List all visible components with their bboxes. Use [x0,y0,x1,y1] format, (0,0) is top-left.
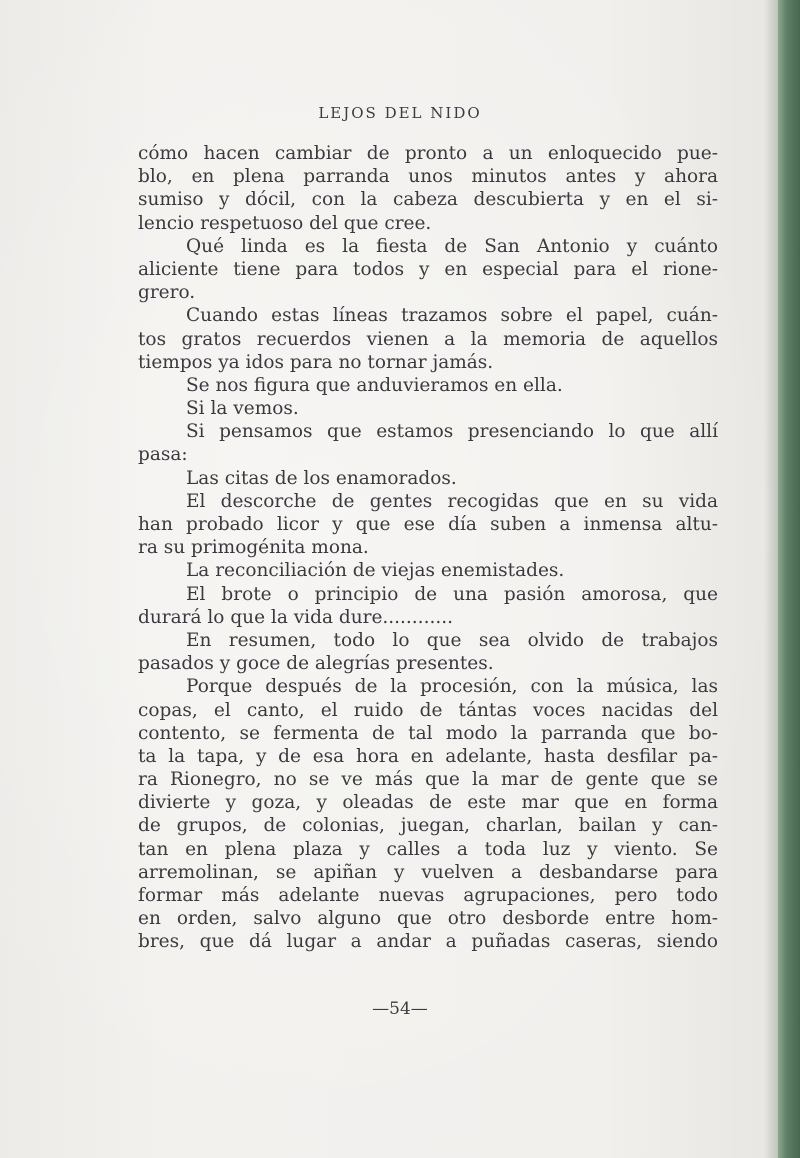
text-line: de grupos, de colonias, juegan, charlan, bailan y can- [138,815,718,837]
text-line: ra Rionegro, no se ve más que la mar de gente que se [138,769,718,791]
text-line: Si pensamos que estamos presenciando lo que allí [186,421,718,443]
text-line: Si la vemos. [186,398,299,420]
text-line: pasados y goce de alegrías presentes. [138,653,494,675]
text-line: formar más adelante nuevas agrupaciones, pero todo [138,885,718,906]
text-line: contento, se fermenta de tal modo la parranda que bo- [138,722,718,744]
text-line: Porque después de la procesión, con la música, las [186,676,718,698]
text-line: ra su primogénita mona. [138,537,369,559]
text-line: en orden, salvo alguno que otro desborde entre hom- [138,908,718,930]
text-line: La reconciliación de viejas enemistades. [186,560,565,582]
text-line: En resumen, todo lo que sea olvido de trabajos [186,629,718,651]
text-line: divierte y goza, y oleadas de este mar que en forma [138,792,718,814]
text-line: grero. [138,282,196,304]
text-line: tan en plena plaza y calles a toda luz y viento. Se [138,838,718,860]
text-line: sumiso y dócil, con la cabeza descubierta y en el si- [138,189,718,211]
text-line: tiempos ya idos para no tornar jamás. [138,351,494,373]
text-line: han probado licor y que ese día suben a inmensa altu- [138,514,718,535]
text-line: tos gratos recuerdos vienen a la memoria de aquellos [138,328,718,350]
binding-edge [778,0,800,1158]
text-line: Las citas de los enamorados. [186,467,457,489]
text-line: lencio respetuoso del que cree. [138,212,432,234]
text-line: El descorche de gentes recogidas que en su vida [186,490,718,512]
text-line: durará lo que la vida dure............ [138,606,453,628]
text-line: arremolinan, se apiñan y vuelven a desbandarse para [138,861,718,883]
text-line: cómo hacen cambiar de pronto a un enloquecido pue- [138,143,718,164]
page-edge-shadow [764,0,778,1158]
text-line: copas, el canto, el ruido de tántas voces nacidas del [138,699,718,721]
text-line: aliciente tiene para todos y en especial para el rione- [138,258,718,280]
text-line: Qué linda es la fiesta de San Antonio y cuánto [186,235,718,257]
text-line: Se nos figura que anduvieramos en ella. [186,374,563,396]
text-line: pasa: [138,444,188,466]
body-text [138,142,718,954]
text-line: Cuando estas líneas trazamos sobre el papel, cuán- [186,305,718,327]
page-number: —54— [372,999,428,1019]
text-line: El brote o principio de una pasión amorosa, que [186,583,718,605]
text-line: blo, en plena parranda unos minutos antes y ahora [138,166,718,188]
text-line: ta la tapa, y de esa hora en adelante, hasta desfilar pa- [138,745,718,767]
text-line: bres, que dá lugar a andar a puñadas caseras, siendo [138,931,718,953]
running-head: LEJOS DEL NIDO [318,104,482,122]
